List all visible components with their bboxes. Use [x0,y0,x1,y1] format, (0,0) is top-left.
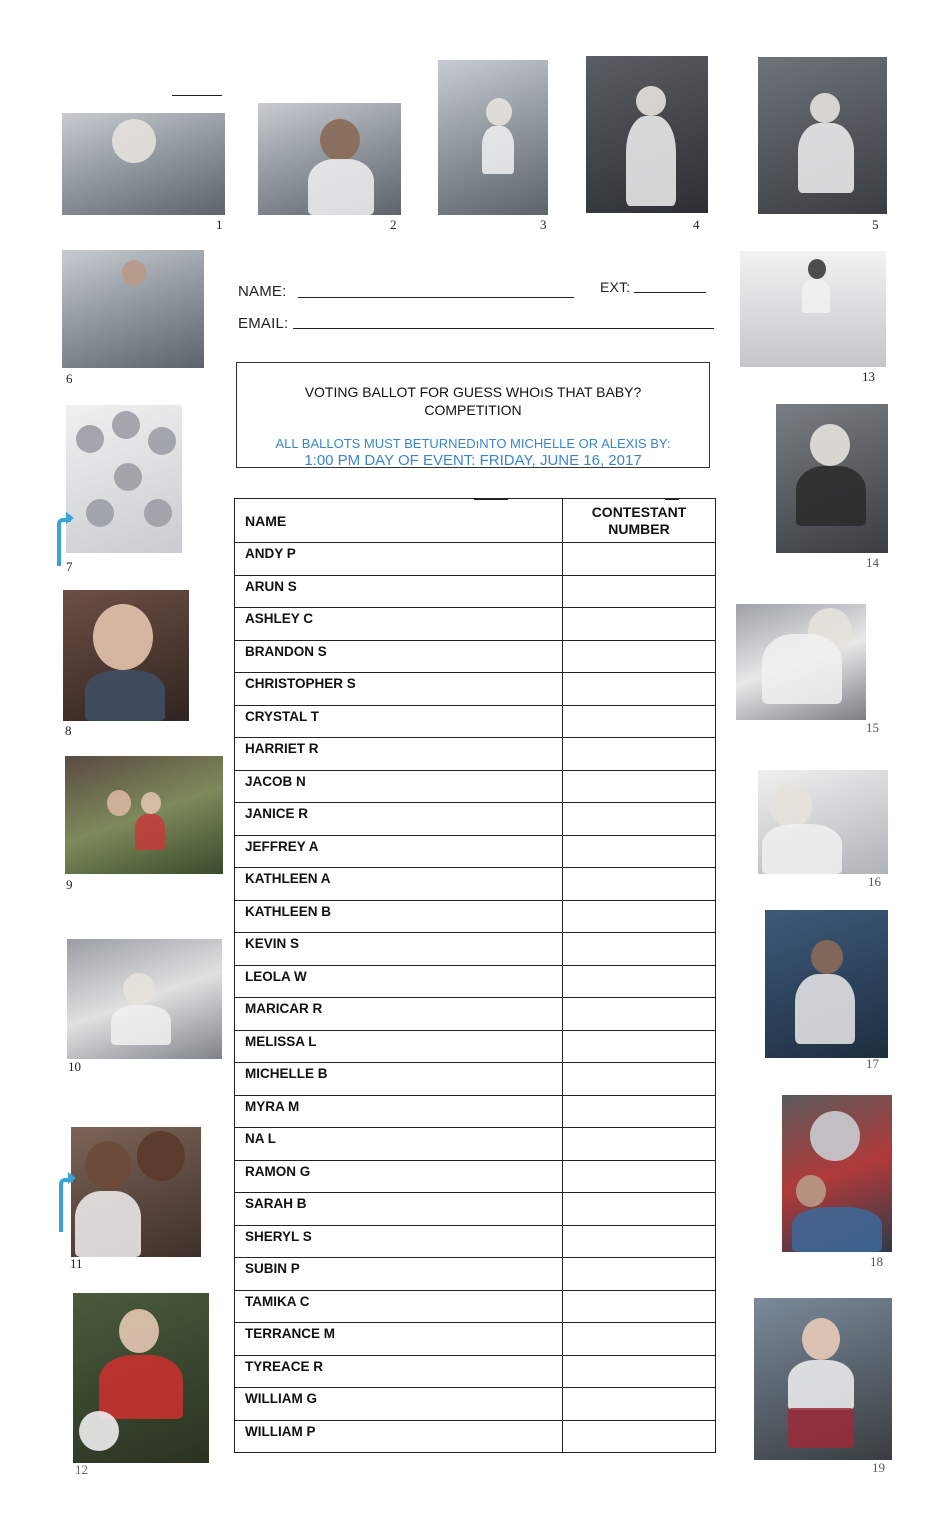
baby-photo-8 [63,590,189,721]
table-row [235,1290,716,1323]
arrow-head-icon [68,1172,76,1184]
contestant-number-input[interactable] [563,1095,716,1128]
table-row [235,543,716,576]
contestant-number-input[interactable] [563,738,716,771]
contestant-number-input[interactable] [563,998,716,1031]
baby-photo-4 [586,56,708,213]
contestant-number-input[interactable] [563,803,716,836]
contestant-number-input[interactable] [563,543,716,576]
contestant-name: WILLIAM G [235,1388,563,1421]
contestant-number-input[interactable] [563,1323,716,1356]
contestant-name: MYRA M [235,1095,563,1128]
contestant-number-input[interactable] [563,770,716,803]
table-row [235,868,716,901]
photo-number: 8 [65,723,72,738]
baby-photo-11 [71,1127,201,1257]
photo-number: 1 [216,217,223,232]
ballot-header-box [236,362,710,468]
contestant-number-input[interactable] [563,1030,716,1063]
photo-number: 15 [866,720,879,735]
contestant-number-input[interactable] [563,705,716,738]
ballot-note-line1: ALL BALLOTS MUST BETURNEDıNTO MICHELLE OR ALEXIS BY: [275,436,671,451]
baby-photo-12 [73,1293,209,1463]
name-field[interactable] [298,297,574,298]
baby-photo-5 [758,57,887,214]
table-row [235,933,716,966]
contestant-number-input[interactable] [563,673,716,706]
contestant-number-input[interactable] [563,1128,716,1161]
table-row [235,1388,716,1421]
photo-number: 10 [68,1059,81,1074]
contestant-number-input[interactable] [563,933,716,966]
contestant-number-input[interactable] [563,1388,716,1421]
contestant-name: JACOB N [235,770,563,803]
contestant-name: TAMIKA C [235,1290,563,1323]
contestant-number-input[interactable] [563,1160,716,1193]
table-row [235,1030,716,1063]
contestant-name: CHRISTOPHER S [235,673,563,706]
contestant-name: ANDY P [235,543,563,576]
contestant-name: ASHLEY C [235,608,563,641]
table-row [235,705,716,738]
ext-label: EXT: [600,279,631,295]
table-row [235,575,716,608]
contestant-name: JEFFREY A [235,835,563,868]
baby-photo-6 [62,250,204,368]
baby-photo-15 [736,604,866,720]
table-row [235,835,716,868]
contestant-number-input[interactable] [563,965,716,998]
contestant-number-input[interactable] [563,1290,716,1323]
table-row [235,998,716,1031]
contestant-name: NA L [235,1128,563,1161]
contestant-name: BRANDON S [235,640,563,673]
table-row [235,1193,716,1226]
top-dash-line [172,95,222,96]
baby-photo-3 [438,60,548,215]
contestant-name: MARICAR R [235,998,563,1031]
email-label: EMAIL: [238,315,289,332]
photo-number: 16 [868,874,881,889]
contestant-number-input[interactable] [563,1063,716,1096]
contestant-number-input[interactable] [563,900,716,933]
photo-number: 18 [870,1254,883,1269]
table-row [235,1420,716,1453]
photo-number: 2 [390,217,397,232]
column-header-name: NAME [235,499,563,543]
contestant-name: MELISSA L [235,1030,563,1063]
column-header-contestant-number: CONTESTANT NUMBER [563,499,716,543]
contestant-name: KEVIN S [235,933,563,966]
contestant-name: TYREACE R [235,1355,563,1388]
contestant-table [234,498,716,1453]
table-row [235,1225,716,1258]
contestant-name: MICHELLE B [235,1063,563,1096]
contestant-name: SARAH B [235,1193,563,1226]
baby-photo-10 [67,939,222,1059]
contestant-name: SHERYL S [235,1225,563,1258]
table-row [235,1355,716,1388]
photo-number: 12 [75,1462,88,1477]
contestant-name: RAMON G [235,1160,563,1193]
table-row [235,1063,716,1096]
baby-photo-13 [740,251,886,367]
contestant-name: ARUN S [235,575,563,608]
table-row [235,1160,716,1193]
table-row [235,803,716,836]
ballot-deadline-note [237,435,709,469]
baby-photo-18 [782,1095,892,1252]
table-row [235,1128,716,1161]
contestant-number-input[interactable] [563,640,716,673]
table-row [235,965,716,998]
photo-number: 5 [872,217,879,232]
contestant-number-input[interactable] [563,868,716,901]
baby-photo-19 [754,1298,892,1460]
contestant-name: KATHLEEN B [235,900,563,933]
contestant-name: LEOLA W [235,965,563,998]
arrow-icon [59,1178,73,1232]
contestant-number-input[interactable] [563,1225,716,1258]
email-field[interactable] [293,328,714,329]
contestant-name: HARRIET R [235,738,563,771]
baby-photo-14 [776,404,888,553]
table-row [235,608,716,641]
photo-number: 17 [866,1056,879,1071]
arrow-head-icon [66,512,74,524]
table-row [235,1258,716,1291]
contestant-number-input[interactable] [563,835,716,868]
contestant-name: TERRANCE M [235,1323,563,1356]
contestant-number-input[interactable] [563,1355,716,1388]
contestant-name: KATHLEEN A [235,868,563,901]
name-label: NAME: [238,283,287,300]
photo-number: 3 [540,217,547,232]
contestant-number-input[interactable] [563,1193,716,1226]
photo-number: 11 [70,1256,83,1271]
contestant-name: CRYSTAL T [235,705,563,738]
photo-number: 13 [862,369,875,384]
table-header-row [235,499,716,543]
table-row [235,900,716,933]
baby-photo-1 [62,113,225,215]
ballot-note-line2: 1:00 PM DAY OF EVENT: FRIDAY, JUNE 16, 2017 [304,452,642,469]
table-row [235,738,716,771]
ballot-title: VOTING BALLOT FOR GUESS WHOıS THAT BABY? COMPETITION [304,384,642,418]
contestant-name: JANICE R [235,803,563,836]
photo-number: 6 [66,371,73,386]
photo-number: 7 [66,559,73,574]
baby-photo-2 [258,103,401,215]
contestant-number-input[interactable] [563,1258,716,1291]
contestant-number-input[interactable] [563,1420,716,1453]
baby-photo-16 [758,770,888,874]
table-row [235,770,716,803]
photo-number: 19 [872,1460,885,1475]
table-row [235,673,716,706]
table-row [235,1323,716,1356]
baby-photo-17 [765,910,888,1058]
contestant-name: SUBIN P [235,1258,563,1291]
contestant-name: WILLIAM P [235,1420,563,1453]
table-row [235,1095,716,1128]
contestant-number-input[interactable] [563,575,716,608]
baby-photo-9 [65,756,223,874]
photo-number: 14 [866,555,879,570]
contestant-number-input[interactable] [563,608,716,641]
baby-photo-7 [66,405,182,553]
ext-field[interactable] [634,292,706,293]
table-row [235,640,716,673]
photo-number: 9 [66,877,73,892]
photo-number: 4 [693,217,700,232]
